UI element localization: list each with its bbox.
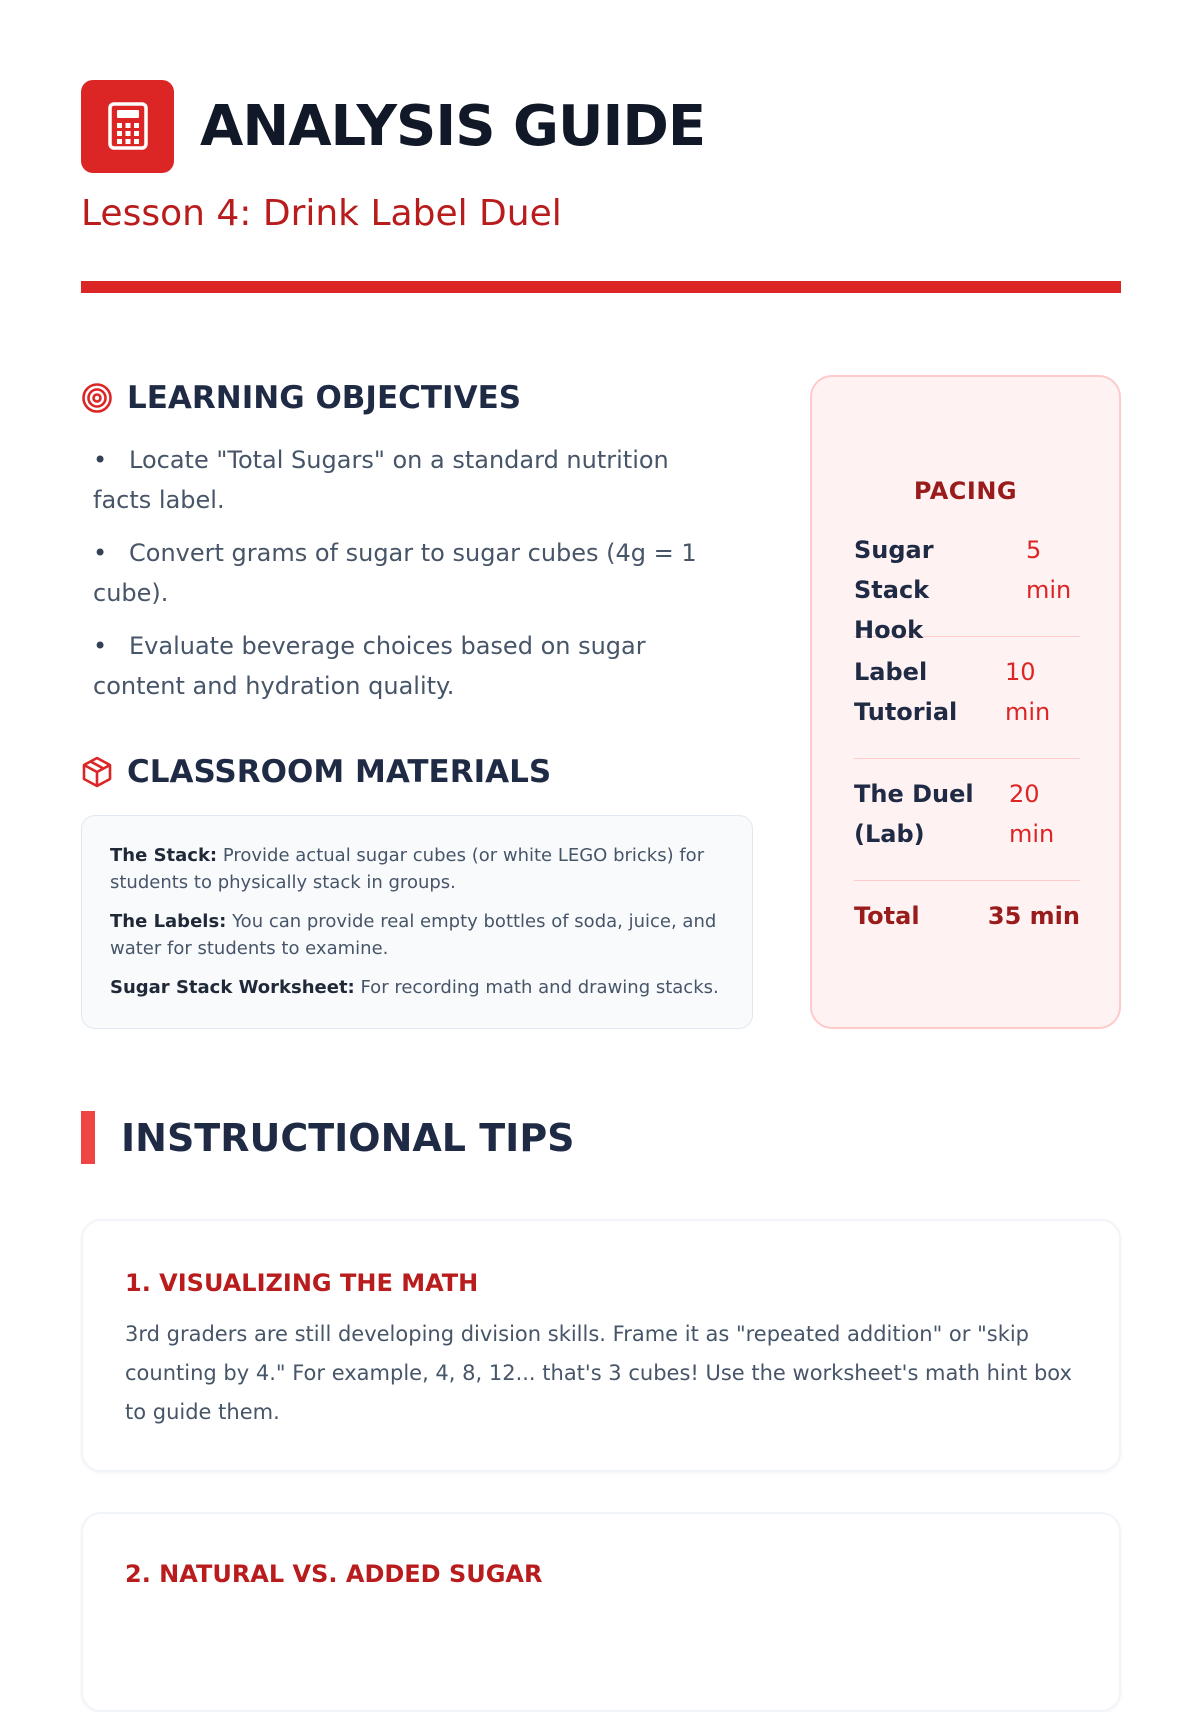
tip-card xyxy=(81,1219,1121,1472)
package-icon xyxy=(81,756,113,788)
objective-text: Convert grams of sugar to sugar cubes (4g = 1 cube). xyxy=(93,539,697,607)
lesson-subtitle: Lesson 4: Drink Label Duel xyxy=(81,193,562,234)
list-item xyxy=(110,908,726,962)
pacing-card xyxy=(810,375,1121,1029)
list-item xyxy=(110,842,726,896)
material-text: For recording math and drawing stacks. xyxy=(354,977,719,998)
material-label: Sugar Stack Worksheet: xyxy=(110,977,355,998)
tip-body: 3rd graders are still developing division skills. Frame it as "repeated addition" or "skip counting by 4." For example, 4, 8, 12... that's 3 cubes! Use the worksheet's math hint box to guide them. xyxy=(125,1322,1072,1424)
pacing-row-label: Sugar Stack Hook xyxy=(854,536,934,644)
material-label: The Stack: xyxy=(110,845,218,866)
material-text: Provide actual sugar cubes (or white LEGO bricks) for students to physically stack in groups. xyxy=(110,845,705,893)
list-item: • Locate "Total Sugars" on a standard nutrition facts label. xyxy=(93,446,669,514)
tip-title: 2. NATURAL VS. ADDED SUGAR xyxy=(125,1560,543,1588)
pacing-row-label: Label Tutorial xyxy=(854,658,958,726)
pacing-row xyxy=(854,652,1080,759)
target-icon xyxy=(81,382,113,414)
list-item: • Convert grams of sugar to sugar cubes (4g = 1 cube). xyxy=(93,539,697,607)
pacing-total-row xyxy=(854,896,1080,936)
materials-box xyxy=(81,815,753,1029)
tips-accent-bar xyxy=(81,1111,95,1164)
tip-card xyxy=(81,1512,1121,1712)
page-title: ANALYSIS GUIDE xyxy=(200,94,706,159)
pacing-row xyxy=(854,530,1080,644)
list-item xyxy=(110,974,726,1001)
calculator-icon xyxy=(81,80,174,173)
list-item: • Evaluate beverage choices based on sugar content and hydration quality. xyxy=(93,632,646,700)
objective-text: Locate "Total Sugars" on a standard nutrition facts label. xyxy=(93,446,669,514)
pacing-total-label: Total xyxy=(854,902,920,930)
material-text: You can provide real empty bottles of soda, juice, and water for students to examine. xyxy=(110,911,717,959)
pacing-row xyxy=(854,774,1080,881)
header-divider xyxy=(81,281,1121,293)
objective-text: Evaluate beverage choices based on sugar content and hydration quality. xyxy=(93,632,646,700)
material-label: The Labels: xyxy=(110,911,227,932)
pacing-row-value: 5 min xyxy=(1026,536,1072,604)
objectives-list xyxy=(93,440,733,719)
pacing-row-value: 10 min xyxy=(1005,658,1051,726)
pacing-title: PACING xyxy=(913,477,1018,505)
tips-heading: INSTRUCTIONAL TIPS xyxy=(121,1116,575,1160)
objectives-heading-text: LEARNING OBJECTIVES xyxy=(127,380,522,416)
tip-title: 1. VISUALIZING THE MATH xyxy=(125,1269,479,1297)
pacing-total-value: 35 min xyxy=(987,902,1080,930)
pacing-row-value: 20 min xyxy=(1009,780,1055,848)
pacing-row-label: The Duel (Lab) xyxy=(854,780,974,848)
materials-heading-text: CLASSROOM MATERIALS xyxy=(127,754,552,790)
page-header xyxy=(81,80,1121,174)
